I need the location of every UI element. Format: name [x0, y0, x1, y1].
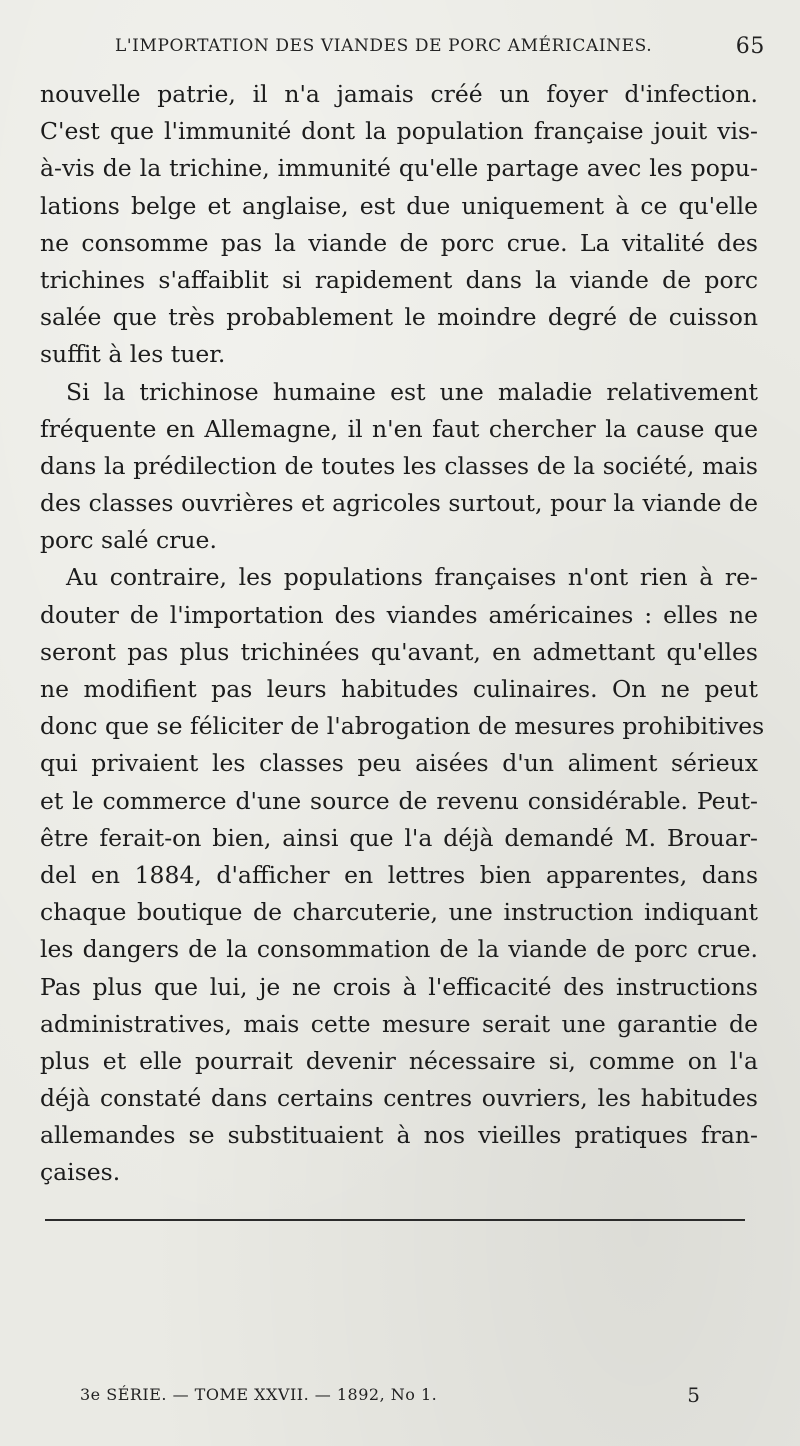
text-line: ne consomme pas la viande de porc crue. La vitalité des	[40, 228, 758, 257]
text-line: ne modifient pas leurs habitudes culinaires. On ne peut	[40, 675, 758, 703]
footnote-rule	[45, 1219, 745, 1221]
running-header	[115, 36, 765, 62]
text-line: Si la trichinose humaine est une maladie relativement	[66, 377, 758, 406]
text-line: à-vis de la trichine, immunité qu'elle partage avec les popu-	[40, 154, 758, 183]
text-line: Pas plus que lui, je ne crois à l'efficacité des instructions	[40, 972, 758, 1001]
text-line: être ferait-on bien, ainsi que l'a déjà demandé M. Brouar-	[40, 823, 758, 852]
text-line: C'est que l'immunité dont la population française jouit vis-	[40, 117, 758, 146]
text-line: salée que très probablement le moindre degré de cuisson	[40, 303, 758, 332]
text-line: çaises.	[40, 1158, 121, 1187]
text-line: nouvelle patrie, il n'a jamais créé un foyer d'infection.	[40, 80, 758, 108]
text-line: qui privaient les classes peu aisées d'un aliment sérieux	[40, 749, 758, 778]
text-line: donc que se féliciter de l'abrogation de mesures prohibitives	[40, 712, 765, 741]
text-line: les dangers de la consommation de la viande de porc crue.	[40, 935, 758, 964]
running-title: L'IMPORTATION DES VIANDES DE PORC AMÉRICAINES.	[115, 36, 653, 56]
text-line: allemandes se substituaient à nos vieilles pratiques fran-	[40, 1121, 758, 1150]
page-footer	[80, 1383, 700, 1413]
text-line: suffit à les tuer.	[40, 340, 226, 369]
text-line: déjà constaté dans certains centres ouvriers, les habitudes	[40, 1084, 758, 1113]
text-line: douter de l'importation des viandes américaines : elles ne	[40, 600, 758, 629]
series-imprint: 3e SÉRIE. — TOME XXVII. — 1892, No 1.	[80, 1385, 438, 1404]
text-line: des classes ouvrières et agricoles surtout, pour la viande de	[40, 489, 758, 518]
text-line: dans la prédilection de toutes les classes de la société, mais	[40, 451, 758, 480]
text-line: Au contraire, les populations françaises n'ont rien à re-	[66, 563, 758, 592]
text-line: chaque boutique de charcuterie, une instruction indiquant	[40, 898, 758, 927]
signature-mark: 5	[687, 1383, 700, 1407]
text-line: seront pas plus trichinées qu'avant, en admettant qu'elles	[40, 637, 758, 666]
text-line: del en 1884, d'afficher en lettres bien apparentes, dans	[40, 860, 758, 889]
body-text	[40, 76, 765, 1192]
text-line: lations belge et anglaise, est due uniquement à ce qu'elle	[40, 191, 758, 220]
text-line: porc salé crue.	[40, 526, 217, 555]
text-line: trichines s'affaiblit si rapidement dans la viande de porc	[40, 265, 758, 294]
text-line: fréquente en Allemagne, il n'en faut chercher la cause que	[40, 414, 758, 443]
text-line: plus et elle pourrait devenir nécessaire si, comme on l'a	[40, 1046, 758, 1075]
text-line: administratives, mais cette mesure serait une garantie de	[40, 1009, 758, 1038]
text-line: et le commerce d'une source de revenu considérable. Peut-	[40, 786, 758, 815]
page-number: 65	[735, 34, 765, 59]
